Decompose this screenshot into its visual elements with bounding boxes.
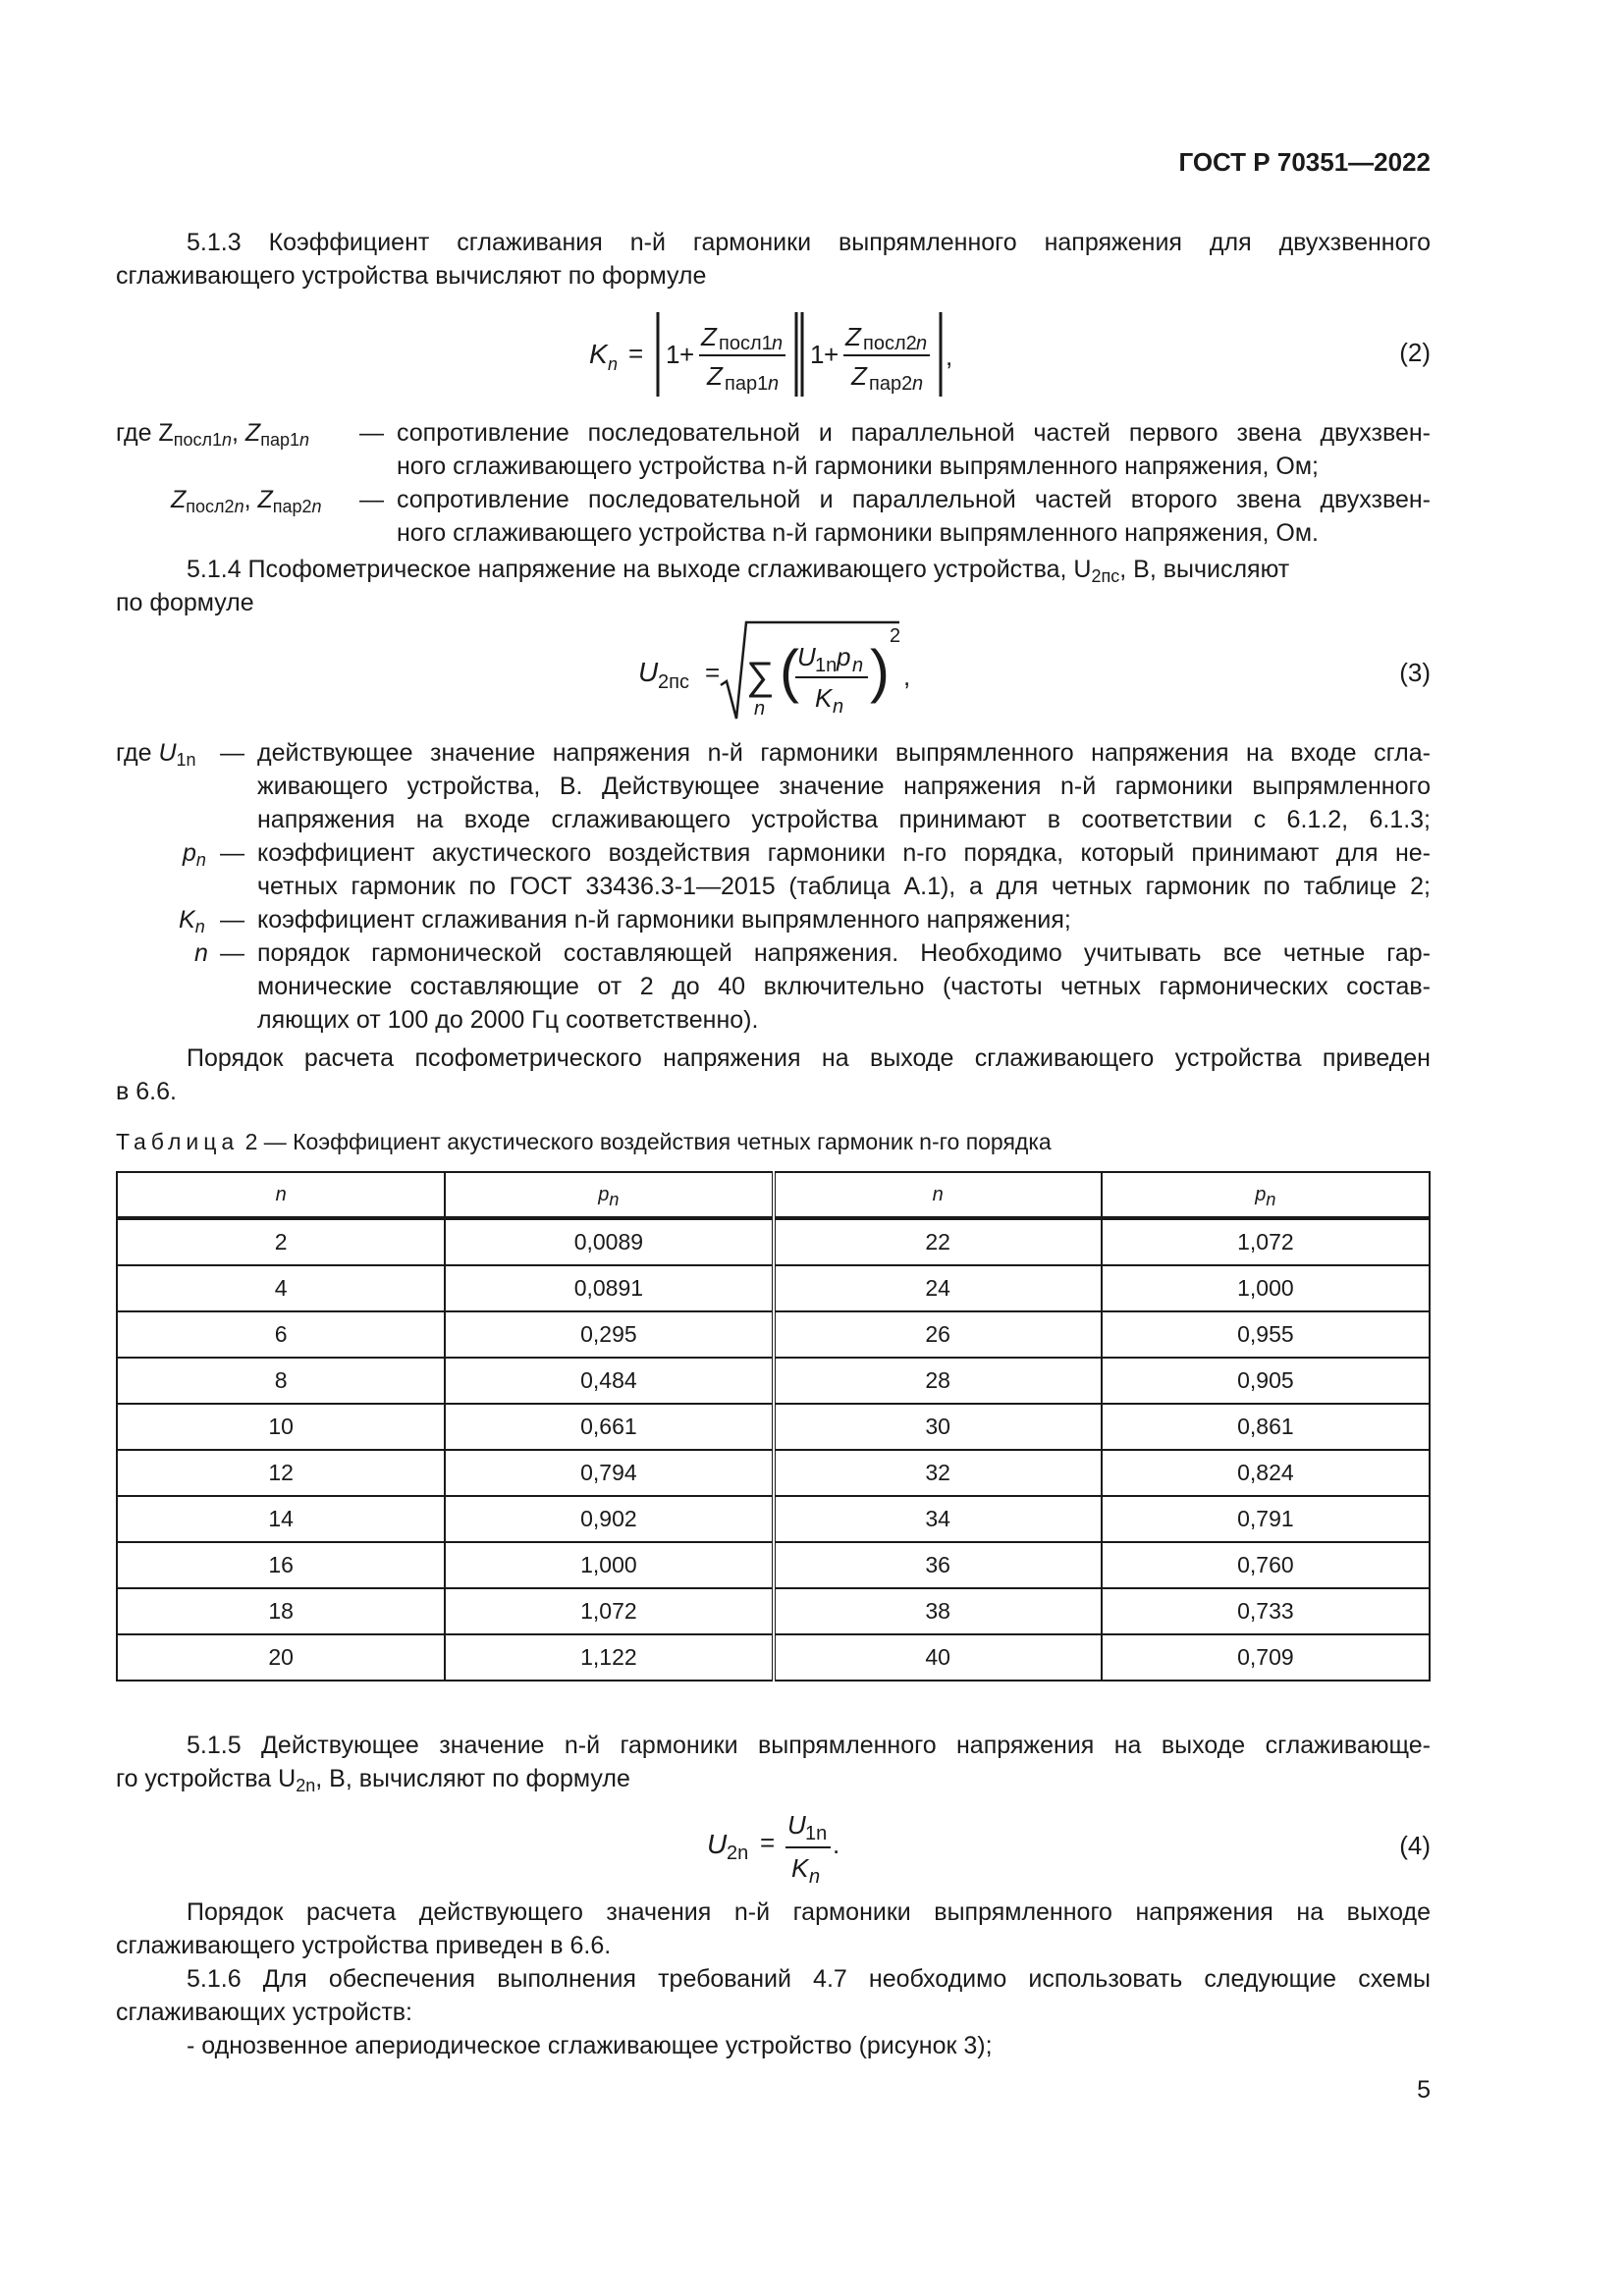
order2-line1: Порядок расчета действующего значения n-й гармоники выпрямленного напряжения на выходе [187,1898,1431,1926]
table2-header-pn-1: $p_n$ [445,1172,773,1218]
f3-lhs: U [638,657,659,687]
page-number: 5 [1417,2076,1431,2104]
formula-4 [697,1802,874,1891]
def3-1-line3: напряжения на входе сглаживающего устройства принимают в соответствии с 6.1.2, 6.1.3; [257,806,1431,833]
table-cell: 14 [117,1496,445,1542]
f2-sub-par1: пар1 [725,373,769,395]
f2-eq: = [628,339,644,368]
table-cell: 1,072 [445,1588,773,1634]
f3-num-sub: 1n [815,655,838,676]
def2-1-sub1: посл1 [173,430,222,450]
def3-1-line2: живающего устройства, В. Действующее значение напряжения n-й гармоники выпрямленного [257,773,1431,800]
table-cell: 0,902 [445,1496,773,1542]
def3-4-line2: монические составляющие от 2 до 40 включительно (частоты четных гармонических состав- [257,973,1431,1000]
table-cell: 0,0891 [445,1265,773,1311]
table-cell: 1,000 [445,1542,773,1588]
def3-2-line2: четных гармоник по ГОСТ 33436.3-1—2015 (таблица А.1), а для четных гармоник по таблице 2; [257,873,1431,900]
def3-3-dash: — [220,906,244,934]
f2-sub-n-4: n [912,373,924,395]
p514-line2: по формуле [116,589,254,616]
p516-line2: сглаживающих устройств: [116,1999,413,2026]
p514-line1: 5.1.4 Псофометрическое напряжение на выходе сглаживающего устройства, $U_{2пс}$, В, вычисляют [187,556,1290,586]
table-cell: 0,484 [445,1358,773,1404]
def3-3-line1: коэффициент сглаживания n-й гармоники выпрямленного напряжения; [257,906,1071,934]
f4-num-sub: 1n [805,1823,828,1844]
p513-line2: сглаживающего устройства вычисляют по формуле [116,262,707,290]
p515-line1: 5.1.5 Действующее значение n-й гармоники выпрямленного напряжения на выходе сглаживающе- [187,1732,1431,1759]
f4-den-k: K [791,1853,809,1883]
f2-sub-posl2: посл2 [863,333,917,354]
f2-comma: , [946,342,953,371]
def2-1-term: где $Z_{посл1n}$, $Z_{пар1n}$ [116,419,309,450]
f2-sub-par2: пар2 [869,373,913,395]
table-cell: 24 [774,1265,1102,1311]
f2-z-den-1: Z [707,361,723,391]
f2-plus-1: + [679,340,695,369]
f4-dot: . [833,1830,840,1859]
table-row [117,1496,1430,1542]
table-row [117,1265,1430,1311]
table-cell: 40 [774,1634,1102,1681]
table-cell: 0,709 [1102,1634,1430,1681]
table-cell: 0,661 [445,1404,773,1450]
table-row [117,1311,1430,1358]
f2-sub-n-3: n [916,333,928,354]
def2-2-sub1: посл2 [186,497,235,516]
f2-z-den-2: Z [851,361,867,391]
def3-1-dash: — [220,739,244,767]
f2-one-2: 1 [810,340,825,369]
f4-num-u: U [787,1810,806,1840]
def2-2-term: $Z_{посл2n}$, $Z_{пар2n}$ [171,486,322,516]
def3-4-dash: — [220,939,244,967]
f2-plus-2: + [824,340,839,369]
f3-sigma-n: n [754,698,766,720]
table2-header-pn-2: $p_n$ [1102,1172,1430,1218]
f3-paren-left: ( [780,638,799,704]
formula-3 [628,614,923,724]
table-cell: 26 [774,1311,1102,1358]
table-cell: 28 [774,1358,1102,1404]
def3-1-line1: действующее значение напряжения n-й гармоники выпрямленного напряжения на входе сгла- [257,739,1431,767]
def2-2-line1: сопротивление последовательной и параллельной частей второго звена двухзвен- [397,486,1431,513]
table2-header-n-2: n [774,1172,1102,1218]
def3-1-term: где $U_{1n}$ [116,739,196,770]
order2-line2: сглаживающего устройства приведен в 6.6. [116,1932,612,1959]
f4-lhs-sub: 2n [727,1842,749,1864]
table-cell: 22 [774,1218,1102,1265]
f2-z-num-2: Z [845,322,861,351]
table-cell: 0,760 [1102,1542,1430,1588]
f3-den-k: K [815,683,833,713]
p516-line1: 5.1.6 Для обеспечения выполнения требований 4.7 необходимо использовать следующие схемы [187,1965,1431,1993]
def3-2-dash: — [220,839,244,867]
table-cell: 0,0089 [445,1218,773,1265]
table-cell: 1,000 [1102,1265,1430,1311]
table-row [117,1218,1430,1265]
table-cell: 0,733 [1102,1588,1430,1634]
f3-eq: = [705,658,721,687]
table-row [117,1358,1430,1404]
table-cell: 20 [117,1634,445,1681]
table-row [117,1542,1430,1588]
def2-1-line1: сопротивление последовательной и параллельной частей первого звена двухзвен- [397,419,1431,447]
table-cell: 1,072 [1102,1218,1430,1265]
f3-den-sub: n [833,696,844,718]
formula-4-number: (4) [1399,1831,1431,1860]
f2-z-num-1: Z [701,322,717,351]
f3-num-p: p [837,642,851,671]
def3-4-line3: ляющих от 100 до 2000 Гц соответственно). [257,1006,759,1034]
table-cell: 30 [774,1404,1102,1450]
def3-3-term: $K_n$ [179,906,205,936]
f2-lhs-sub: n [608,354,619,374]
table-cell: 18 [117,1588,445,1634]
p513-line1: 5.1.3 Коэффициент сглаживания n-й гармоники выпрямленного напряжения для двухзвенного [187,229,1431,256]
p515-line2: го устройства $U_{2n}$, В, вычисляют по формуле [116,1765,630,1795]
f3-paren-right: ) [870,638,890,704]
table-cell: 2 [117,1218,445,1265]
def2-2-sub2: пар2 [272,497,312,516]
f3-lhs-sub: 2пс [658,671,689,693]
f4-eq: = [760,1828,776,1857]
def3-2-line1: коэффициент акустического воздействия гармоники n-го порядка, который принимают для не- [257,839,1431,867]
f2-lhs: K [589,339,608,369]
document-id: ГОСТ Р 70351—2022 [1178,147,1431,177]
f2-sub-n-2: n [768,373,780,395]
table-cell: 0,824 [1102,1450,1430,1496]
table-cell: 34 [774,1496,1102,1542]
table-cell: 0,791 [1102,1496,1430,1542]
def3-4-line1: порядок гармонической составляющей напряжения. Необходимо учитывать все четные гар- [257,939,1431,967]
table-row [117,1634,1430,1681]
table-cell: 32 [774,1450,1102,1496]
def2-1-dash: — [359,419,384,447]
table-cell: 8 [117,1358,445,1404]
def2-2-dash: — [359,486,384,513]
table-row [117,1450,1430,1496]
formula-2 [579,306,992,400]
f3-pow: 2 [890,625,901,647]
f3-num-p-sub: n [852,655,864,676]
table-cell: 4 [117,1265,445,1311]
table-cell: 36 [774,1542,1102,1588]
f4-den-sub: n [809,1866,821,1888]
table-cell: 0,955 [1102,1311,1430,1358]
table-cell: 16 [117,1542,445,1588]
formula-3-number: (3) [1399,658,1431,687]
order1-line2: в 6.6. [116,1078,177,1105]
table2-header-row [117,1172,1430,1218]
def2-2-line2: ного сглаживающего устройства n-й гармоники выпрямленного напряжения, Ом. [397,519,1319,547]
table-cell: 6 [117,1311,445,1358]
f3-sigma: ∑ [746,655,775,698]
table-row [117,1404,1430,1450]
table-cell: 1,122 [445,1634,773,1681]
def3-4-term: n [194,939,208,967]
table-cell: 0,861 [1102,1404,1430,1450]
table2-header-n-1: n [117,1172,445,1218]
f2-sub-n-1: n [772,333,784,354]
f2-one-1: 1 [666,340,680,369]
p516-bullet1: - однозвенное апериодическое сглаживающее устройство (рисунок 3); [187,2032,993,2059]
order1-line1: Порядок расчета псофометрического напряжения на выходе сглаживающего устройства приведен [187,1044,1431,1072]
def2-1-line2: ного сглаживающего устройства n-й гармоники выпрямленного напряжения, Ом; [397,453,1319,480]
def3-2-term: $p_n$ [183,839,206,870]
f3-num-u: U [797,642,816,671]
table2 [116,1171,1431,1682]
table2-caption: Таблица 2 — Коэффициент акустического воздействия четных гармоник n-го порядка [116,1129,1052,1154]
formula-2-number: (2) [1399,338,1431,367]
table-cell: 12 [117,1450,445,1496]
f4-lhs: U [707,1829,728,1859]
def2-1-sub2: пар1 [260,430,299,450]
f2-sub-posl1: посл1 [719,333,773,354]
table-cell: 0,295 [445,1311,773,1358]
table-cell: 0,794 [445,1450,773,1496]
table-cell: 0,905 [1102,1358,1430,1404]
table-row [117,1588,1430,1634]
table-cell: 10 [117,1404,445,1450]
table-cell: 38 [774,1588,1102,1634]
f3-comma: , [903,662,911,691]
